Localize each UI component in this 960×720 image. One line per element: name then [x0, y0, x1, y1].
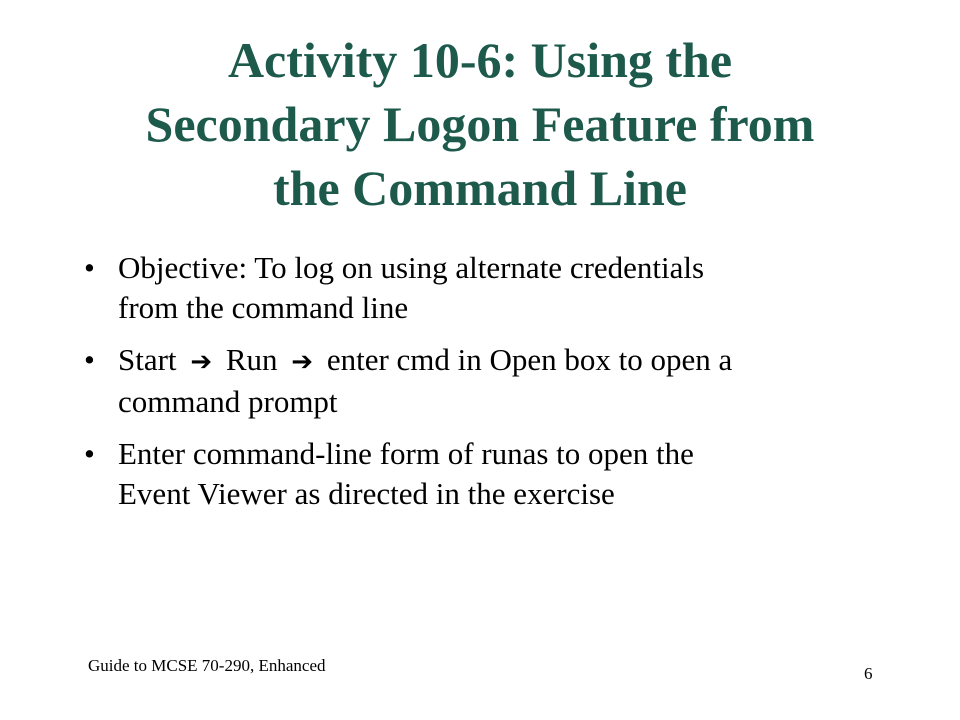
bullet-dot-icon: •: [84, 342, 95, 377]
bullet-text-line-2: from the command line: [118, 290, 409, 325]
bullet-list: [80, 248, 860, 526]
right-arrow-icon: ➔: [291, 347, 314, 377]
slide-title-line-2: Secondary Logon Feature from: [145, 96, 815, 152]
bullet-item-objective: [80, 248, 860, 328]
bullet-item-runas: [80, 434, 860, 514]
bullet-text-line-1: Enter command-line form of runas to open the: [118, 436, 694, 471]
slide-title: [40, 28, 920, 220]
bullet-text-line-2: command prompt: [118, 384, 338, 419]
bullet-text-run: Run: [225, 342, 278, 377]
footer-course-title: Guide to MCSE 70-290, Enhanced: [88, 656, 326, 675]
bullet-text-enter-cmd: enter cmd in Open box to open a: [326, 342, 733, 377]
slide-title-line-3: the Command Line: [273, 160, 687, 216]
page-number: 6: [864, 664, 873, 683]
bullet-dot-icon: •: [84, 250, 95, 285]
right-arrow-icon: ➔: [190, 347, 213, 377]
bullet-text-line-2: Event Viewer as directed in the exercise: [118, 476, 615, 511]
bullet-text-start: Start: [118, 342, 177, 377]
slide-title-line-1: Activity 10-6: Using the: [227, 32, 733, 88]
bullet-item-start-run: [80, 340, 860, 422]
bullet-text-line-1: Objective: To log on using alternate credentials: [118, 250, 705, 285]
bullet-dot-icon: •: [84, 436, 95, 471]
